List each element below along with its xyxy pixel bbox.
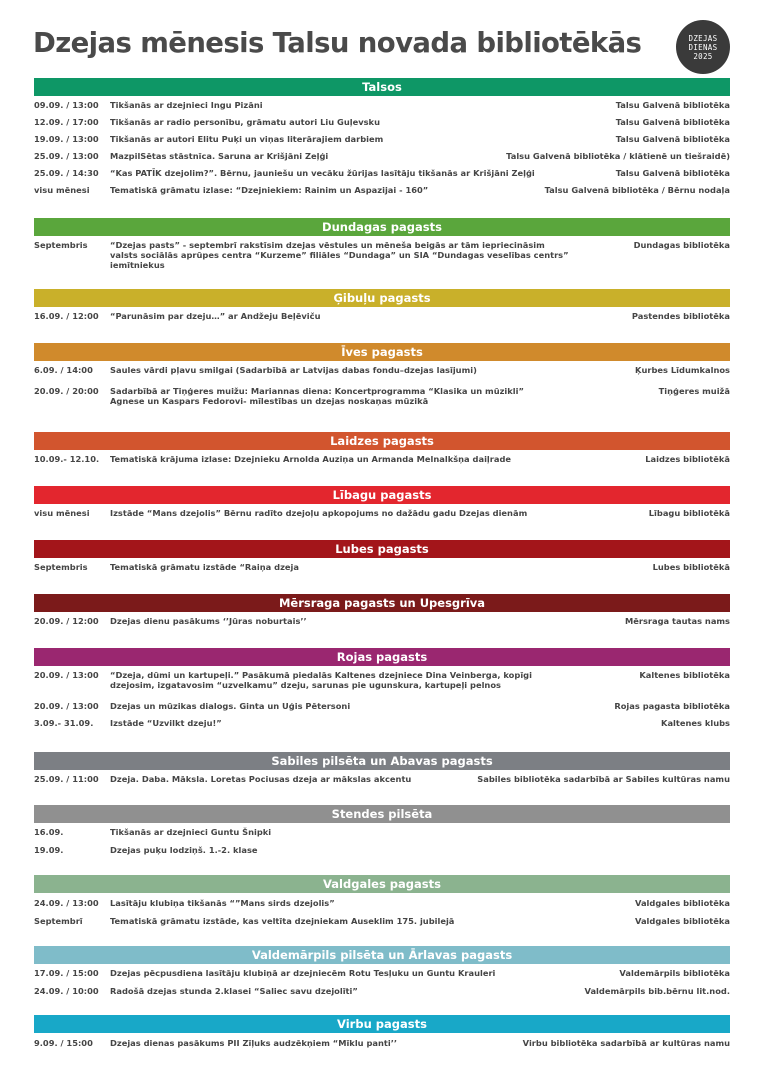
section-header: Stendes pilsēta <box>34 805 730 823</box>
section-header: Sabiles pilsēta un Abavas pagasts <box>34 752 730 770</box>
event-title: Tikšanās ar dzejnieci Ingu Pizāni <box>110 100 263 110</box>
event-row <box>34 774 730 791</box>
event-title: Dzejas dienu pasākums ‘’Jūras noburtais’’ <box>110 616 307 626</box>
event-date: 3.09.- 31.09. <box>34 718 94 728</box>
event-title: Dzeja. Daba. Māksla. Loretas Pociusas dzeja ar mākslas akcentu <box>110 774 412 784</box>
event-row <box>34 827 730 845</box>
event-date: 25.09. / 11:00 <box>34 774 99 784</box>
event-place: Lībagu bibliotēkā <box>648 508 730 518</box>
event-title: Saules vārdi pļavu smilgai (Sadarbībā ar Latvijas dabas fondu–dzejas lasījumi) <box>110 365 477 375</box>
event-place: Talsu Galvenā bibliotēka <box>615 100 730 110</box>
event-date: 09.09. / 13:00 <box>34 100 99 110</box>
section-valdemarpils <box>34 946 730 1003</box>
event-date: Septembrī <box>34 916 83 926</box>
event-title: “Kas PATĪK dzejolim?”. Bērnu, jauniešu un vecāku žūrijas lasītāju tikšanās ar Krišjāni Zeļģi <box>110 168 535 178</box>
event-place: Tiņģeres muižā <box>658 386 730 396</box>
section-ives <box>34 343 730 410</box>
event-title: Tikšanās ar radio personību, grāmatu autori Liu Guļevsku <box>110 117 380 127</box>
section-rojas <box>34 648 730 735</box>
section-header: Mērsraga pagasts un Upesgrīva <box>34 594 730 612</box>
event-date: 25.09. / 14:30 <box>34 168 99 178</box>
event-row <box>34 508 730 525</box>
event-place: Pastendes bibliotēka <box>631 311 730 321</box>
event-row <box>34 454 730 471</box>
event-row <box>34 670 730 701</box>
event-place: Dundagas bibliotēka <box>633 240 730 250</box>
event-date: 24.09. / 13:00 <box>34 898 99 908</box>
event-title: “Dzejas pasts” - septembrī rakstīsim dzejas vēstules un mēneša beigās ar tām iepriecināsim valsts sociālās aprūpes centra “Kurzeme” filiāles “Dundaga” un SIA “Dundagas veselības centrs” iemītniekus <box>110 240 569 270</box>
event-title: MazpilSētas stāstnīca. Saruna ar Krišjāni Zeļģi <box>110 151 329 161</box>
event-place: Talsu Galvenā bibliotēka <box>615 168 730 178</box>
event-date: Septembris <box>34 562 88 572</box>
event-date: visu mēnesi <box>34 508 90 518</box>
event-row <box>34 240 730 270</box>
event-place: Sabiles bibliotēka sadarbībā ar Sabiles kultūras namu <box>477 774 730 784</box>
event-title: Dzejas pēcpusdiena lasītāju klubiņā ar dzejniecēm Rotu Tesļuku un Guntu Krauleri <box>110 968 496 978</box>
event-title: Izstāde “Uzvilkt dzeju!” <box>110 718 222 728</box>
event-date: 6.09. / 14:00 <box>34 365 93 375</box>
event-date: 19.09. <box>34 845 64 855</box>
section-valdgales <box>34 875 730 933</box>
event-date: 9.09. / 15:00 <box>34 1038 93 1048</box>
event-title: Tematiskā grāmatu izlase: “Dzejniekiem: Rainim un Aspazijai - 160” <box>110 185 429 195</box>
event-title: Dzejas puķu lodziņš. 1.-2. klase <box>110 845 258 855</box>
event-place: Ķurbes Līdumkalnos <box>635 365 730 375</box>
section-lubes <box>34 540 730 579</box>
section-laidzes <box>34 432 730 471</box>
event-place: Rojas pagasta bibliotēka <box>614 701 730 711</box>
event-title: Tematiskā krājuma izlase: Dzejnieku Arnolda Auziņa un Armanda Melnalkšņa daiļrade <box>110 454 512 464</box>
event-date: visu mēnesi <box>34 185 90 195</box>
logo-line: 2025 <box>693 51 713 61</box>
page-title: Dzejas mēnesis Talsu novada bibliotēkās <box>33 27 642 59</box>
event-title: Sadarbībā ar Tiņģeres muižu: Mariannas diena: Koncertprogramma “Klasika un mūzikli” Agnese un Kaspars Fedorovi- mīlestības un dzejas noskaņas mūzikā <box>110 386 524 406</box>
event-title: Lasītāju klubiņa tikšanās “”Mans sirds dzejolis” <box>110 898 335 908</box>
event-date: 16.09. / 12:00 <box>34 311 99 321</box>
event-row <box>34 386 730 410</box>
event-date: Septembris <box>34 240 88 250</box>
event-date: 20.09. / 20:00 <box>34 386 99 396</box>
event-title: Tikšanās ar dzejnieci Guntu Šnipki <box>110 827 272 837</box>
event-title: Dzejas un mūzikas dialogs. Ginta un Uģis Pētersoni <box>110 701 351 711</box>
event-place: Valdgales bibliotēka <box>634 916 730 926</box>
event-date: 20.09. / 13:00 <box>34 701 99 711</box>
event-date: 25.09. / 13:00 <box>34 151 99 161</box>
event-row <box>34 898 730 916</box>
event-title: Radošā dzejas stunda 2.klasei “Saliec savu dzejolīti” <box>110 986 358 996</box>
event-place: Talsu Galvenā bibliotēka <box>615 134 730 144</box>
event-date: 20.09. / 12:00 <box>34 616 99 626</box>
event-date: 17.09. / 15:00 <box>34 968 99 978</box>
event-row <box>34 311 730 328</box>
dzejas-dienas-logo <box>676 20 730 74</box>
section-stendes <box>34 805 730 862</box>
event-row <box>34 968 730 986</box>
event-title: Dzejas dienas pasākums PII Zīļuks audzēkņiem “Mīklu panti’’ <box>110 1038 398 1048</box>
section-header: Talsos <box>34 78 730 96</box>
event-place: Talsu Galvenā bibliotēka <box>615 117 730 127</box>
event-place: Valdemārpils bibliotēka <box>619 968 730 978</box>
event-place: Valdgales bibliotēka <box>634 898 730 908</box>
event-place: Laidzes bibliotēkā <box>645 454 730 464</box>
event-row <box>34 701 730 718</box>
event-row <box>34 365 730 386</box>
section-sabiles <box>34 752 730 791</box>
event-place: Talsu Galvenā bibliotēka / Bērnu nodaļa <box>544 185 730 195</box>
event-place: Kaltenes bibliotēka <box>639 670 730 680</box>
section-header: Lubes pagasts <box>34 540 730 558</box>
event-place: Mērsraga tautas nams <box>625 616 730 626</box>
event-place: Lubes bibliotēkā <box>652 562 730 572</box>
event-row <box>34 562 730 579</box>
event-row <box>34 1038 730 1055</box>
event-title: “Dzeja, dūmi un kartupeļi.” Pasākumā piedalās Kaltenes dzejniece Dina Veinberga, kopīgi dzejosim, izgatavosim “uzvelkamu” dzeju, sarunas pie ugunskura, kartupeļi pelnos <box>110 670 532 690</box>
event-title: Tematiskā grāmatu izstāde “Raiņa dzeja <box>110 562 299 572</box>
event-row <box>34 117 730 134</box>
event-title: “Parunāsim par dzeju…” ar Andžeju Beļēviču <box>110 311 321 321</box>
section-header: Īves pagasts <box>34 343 730 361</box>
event-date: 16.09. <box>34 827 64 837</box>
section-header: Lībagu pagasts <box>34 486 730 504</box>
section-dundagas <box>34 218 730 270</box>
event-date: 10.09.- 12.10. <box>34 454 100 464</box>
event-date: 24.09. / 10:00 <box>34 986 99 996</box>
event-row <box>34 986 730 1003</box>
section-header: Rojas pagasts <box>34 648 730 666</box>
event-row <box>34 718 730 735</box>
event-place: Virbu bibliotēka sadarbībā ar kultūras namu <box>522 1038 730 1048</box>
section-talsos <box>34 78 730 202</box>
event-title: Tikšanās ar autori Elitu Puķi un viņas literārajiem darbiem <box>110 134 384 144</box>
event-row <box>34 151 730 168</box>
event-place: Valdemārpils bib.bērnu lit.nod. <box>584 986 730 996</box>
event-title: Izstāde “Mans dzejolis” Bērnu radīto dzejoļu apkopojums no dažādu gadu Dzejas dienām <box>110 508 528 518</box>
section-header: Dundagas pagasts <box>34 218 730 236</box>
event-row <box>34 916 730 933</box>
event-place: Kaltenes klubs <box>661 718 730 728</box>
event-row <box>34 185 730 202</box>
event-date: 12.09. / 17:00 <box>34 117 99 127</box>
section-libagu <box>34 486 730 525</box>
event-title: Tematiskā grāmatu izstāde, kas veltīta dzejniekam Auseklim 175. jubilejā <box>110 916 455 926</box>
section-virbu <box>34 1015 730 1055</box>
section-header: Ģibuļu pagasts <box>34 289 730 307</box>
event-row <box>34 845 730 862</box>
section-header: Virbu pagasts <box>34 1015 730 1033</box>
event-row <box>34 100 730 117</box>
logo-line: DIENAS <box>688 42 718 52</box>
event-row <box>34 616 730 633</box>
section-mersraga <box>34 594 730 633</box>
event-date: 20.09. / 13:00 <box>34 670 99 680</box>
section-header: Valdgales pagasts <box>34 875 730 893</box>
event-row <box>34 168 730 185</box>
event-place: Talsu Galvenā bibliotēka / klātienē un tiešraidē) <box>506 151 730 161</box>
event-row <box>34 134 730 151</box>
event-date: 19.09. / 13:00 <box>34 134 99 144</box>
section-header: Laidzes pagasts <box>34 432 730 450</box>
section-header: Valdemārpils pilsēta un Ārlavas pagasts <box>34 946 730 964</box>
section-gibulu <box>34 289 730 328</box>
logo-line: DZEJAS <box>688 33 718 43</box>
